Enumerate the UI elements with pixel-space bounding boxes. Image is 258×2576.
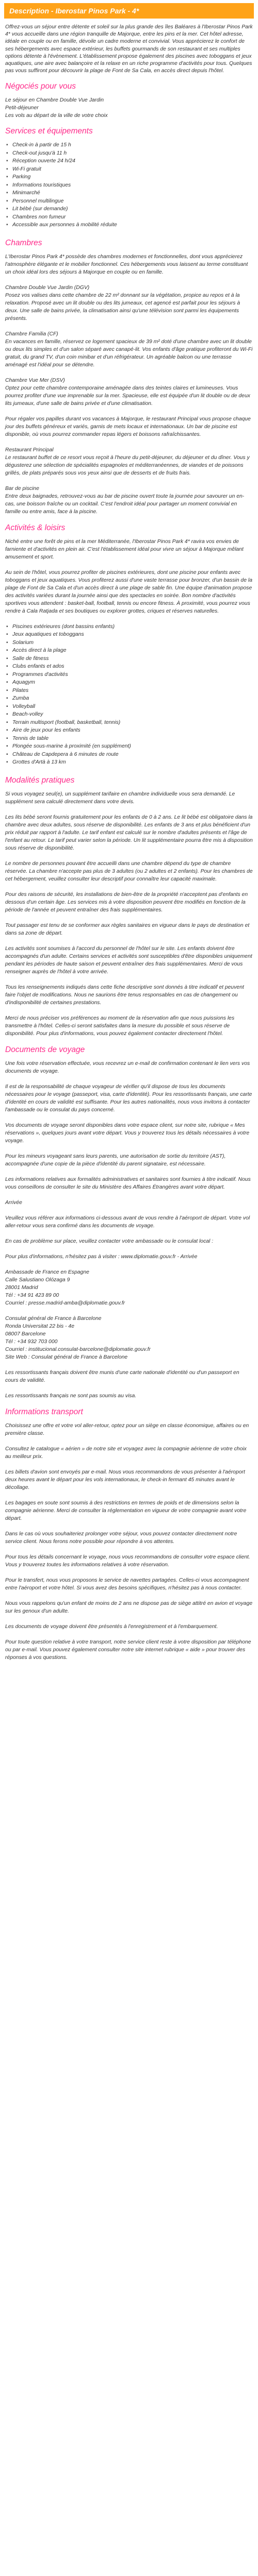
arrival-label: Arrivée: [5, 1199, 22, 1206]
activity-item: [5, 655, 253, 663]
embassy-address: [5, 1268, 253, 1307]
documents-paragraph: Une fois votre réservation effectuée, vous recevrez un e-mail de confirmation contenant le lien vers vos documents de voyage.: [5, 1060, 250, 1074]
activity-item: [5, 694, 253, 703]
documents-paragraph: Les informations relatives aux formalités administratives et sanitaires sont fournies à titre indicatif. Nous vous conseillons de consulter le site du Ministère des Affaires Étrangères avant votre départ.: [5, 1176, 251, 1190]
embassy-line: 28001 Madrid: [5, 1284, 38, 1291]
room-card: [5, 330, 253, 369]
room-card: [5, 284, 253, 323]
consulate-line: Courriel : institucional.consulat-barcelone@diplomatie.gouv.fr: [5, 1346, 151, 1352]
page-title: Description - Iberostar Pinos Park - 4*: [4, 3, 254, 19]
section-heading-rooms: Chambres: [5, 238, 42, 247]
embassy-line: Tél : +34 91 423 89 00: [5, 1292, 59, 1298]
bullet-icon: ▪: [6, 655, 8, 662]
practical-paragraph: Pour des raisons de sécurité, les installations de bien-être de la propriété n'acceptent pas d'enfants en dessous d'un certain âge. Les services mis à votre disposition peuvent être modifiés en fonction de la période de l'année et peuvent entraîner des frais supplémentaires.: [5, 891, 248, 913]
activity-item: [5, 639, 253, 647]
section-heading-practical: Modalités pratiques: [5, 775, 75, 785]
bullet-icon: ▪: [6, 759, 8, 766]
activity-item: [5, 623, 253, 631]
rooms-list: [5, 253, 253, 408]
footnote-visa: Les ressortissants français ne sont pas soumis au visa.: [5, 1393, 137, 1399]
service-item: [5, 197, 253, 206]
activity-item-label: Tennis de table: [12, 735, 49, 741]
service-item: [5, 141, 253, 149]
services-list: [5, 141, 253, 229]
bullet-icon: ▪: [6, 696, 8, 702]
practical-paragraph: Merci de nous préciser vos préférences au moment de la réservation afin que nous puissions les transmettre à l'hôtel. Celles-ci seront satisfaites dans la mesure du possible et sous réserve de disponibilité. Pour plus d'informations, vous pouvez également contacter directement l'hôtel.: [5, 1015, 235, 1037]
content: [0, 19, 258, 1662]
activity-item-label: Pilates: [12, 687, 29, 693]
documents-paragraph: Vos documents de voyage seront disponibles dans votre espace client, sur notre site, rubrique « Mes réservations », quelques jours avant votre départ. Vous y trouverez tous les détails nécessaires à votre voyage.: [5, 1122, 250, 1144]
transport-paragraph: Consultez le catalogue « aérien » de notre site et voyagez avec la compagnie aérienne de votre choix au meilleur prix.: [5, 1446, 247, 1460]
included-line: Petit-déjeuner: [5, 105, 39, 111]
room-card: [5, 377, 253, 408]
restaurant-section: [5, 415, 253, 516]
bullet-icon: ▪: [6, 632, 8, 638]
activity-item-label: Aire de jeux pour les enfants: [12, 727, 80, 734]
pool-bar-title: Bar de piscine: [5, 485, 39, 492]
room-description: Optez pour cette chambre contemporaine aménagée dans des teintes claires et lumineuses. Vous pourrez profiter d'une vue imprenable sur la mer. Spacieuse, elle est équipée d'un lit double ou de deux lits jumeaux, d'une salle de bains privée et d'une climatisation.: [5, 385, 250, 406]
bullet-icon: ▪: [6, 190, 8, 196]
service-item-label: Minimarché: [12, 190, 40, 196]
activity-item: [5, 671, 253, 679]
service-item: [5, 213, 253, 222]
documents-paragraph: Pour les mineurs voyageant sans leurs parents, une autorisation de sortie du territoire (AST), accompagnée d'une copie de la pièce d'identité du parent signataire, est nécessaire.: [5, 1153, 226, 1167]
practical-paragraph: Si vous voyagez seul(e), un supplément tarifaire en chambre individuelle vous sera demandé. Le supplément sera calculé directement dans votre devis.: [5, 791, 235, 805]
bullet-icon: ▪: [6, 680, 8, 686]
transport-paragraph: Pour tous les détails concernant le voyage, nous vous recommandons de consulter votre espace client. Vous y trouverez toutes les informations relatives à votre réservation.: [5, 1554, 250, 1568]
bullet-icon: ▪: [6, 174, 8, 180]
bullet-icon: ▪: [6, 206, 8, 212]
activities-desc: Au sein de l'hôtel, vous pourrez profiter de piscines extérieures, dont une piscine pour enfants avec toboggans et jeux aquatiques. Vous profiterez aussi d'une vaste terrasse pour bronzer, d'un bassin de la plage de Font de Sa Cala et d'un accès direct à une plage de sable fin. Une équipe d'animation propose des activités variées durant la journée ainsi que des spectacles en soirée. Bon nombre d'activités sportives vous attendent : basket-ball, football, tennis ou encore fitness. À proximité, vous pourrez vous rendre à Cala Ratjada et ses boutiques ou explorer grottes, criques et réserves naturelles.: [5, 569, 252, 614]
practical-paragraph: Les lits bébé seront fournis gratuitement pour les enfants de 0 à 2 ans. Le lit bébé est obligatoire dans la chambre avec deux adultes, sous réserve de disponibilité. Les enfants de 3 ans et plus bénéficient d'un prix réduit par rapport à l'adulte. Le tarif enfant est calculé sur le nombre d'adultes présents et l'âge de l'enfant au retour. Le tarif peut varier selon la période. Un lit supplémentaire pourra être mis à disposition sous réserve de disponibilité.: [5, 814, 253, 851]
transport-paragraph: Dans le cas où vous souhaiteriez prolonger votre séjour, vous pouvez contacter directement notre service client. Nous ferons notre possible pour répondre à vos attentes.: [5, 1531, 237, 1545]
documents-notes: [5, 1060, 253, 1191]
restaurant-desc: Le restaurant buffet de ce resort vous reçoit à l'heure du petit-déjeuner, du déjeuner et du dîner. Vous y dégusterez une sélection de spécialités espagnoles et méditerranéennes, de viandes et de poissons grillés, de plats préparés sous vos yeux ainsi que de desserts et de fruits frais.: [5, 454, 250, 476]
bullet-icon: ▪: [6, 743, 8, 750]
transport-notes: [5, 1422, 253, 1662]
service-item: [5, 173, 253, 181]
bullet-icon: ▪: [6, 671, 8, 677]
bullet-icon: ▪: [6, 751, 8, 757]
activity-item-label: Grottes d'Artà à 13 km: [12, 759, 66, 766]
transport-paragraph: Choisissez une offre et votre vol aller-retour, optez pour un siège en classe économique, affaires ou en première classe.: [5, 1422, 249, 1436]
included-line: Les vols au départ de la ville de votre choix: [5, 113, 108, 119]
consulate-line: Tél : +34 932 703 000: [5, 1338, 58, 1345]
bullet-icon: ▪: [6, 727, 8, 734]
service-item: [5, 165, 253, 174]
activity-item: [5, 758, 253, 767]
service-item: [5, 181, 253, 190]
bullet-icon: ▪: [6, 648, 8, 654]
restaurant-title: Restaurant Principal: [5, 447, 54, 453]
activity-item-label: Jeux aquatiques et toboggans: [12, 632, 84, 638]
consulate-title: Consulat général de France à Barcelone: [5, 1315, 102, 1321]
activity-item-label: Plongée sous-marine à proximité (en supplément): [12, 743, 131, 750]
service-item-label: Chambres non fumeur: [12, 214, 66, 220]
activity-item-label: Aquagym: [12, 680, 35, 686]
service-item-label: Parking: [12, 174, 31, 180]
activities-list: [5, 623, 253, 767]
bullet-icon: ▪: [6, 735, 8, 741]
bullet-icon: ▪: [6, 158, 8, 164]
bullet-icon: ▪: [6, 222, 8, 228]
practical-notes: [5, 790, 253, 1038]
consulate-website-link[interactable]: Site Web : Consulat général de France à Barcelone: [5, 1354, 128, 1360]
consulate-line: Ronda Universitat 22 bis - 4e: [5, 1323, 74, 1329]
service-item: [5, 149, 253, 158]
activity-item-label: Beach-volley: [12, 711, 43, 718]
service-item: [5, 189, 253, 197]
service-item: [5, 157, 253, 165]
embassy-title: Ambassade de France en Espagne: [5, 1269, 89, 1275]
transport-paragraph: Nous vous rappelons qu'un enfant de moins de 2 ans ne dispose pas de siège attitré en avion et voyage sur les genoux d'un adulte.: [5, 1600, 253, 1614]
section-heading-services: Services et équipements: [5, 127, 93, 136]
activity-item-label: Zumba: [12, 696, 29, 702]
section-heading-included: Négociés pour vous: [5, 82, 76, 91]
transport-paragraph: Les documents de voyage doivent être présentés à l'enregistrement et à l'embarquement.: [5, 1623, 218, 1630]
embassy-line: Courriel : presse.madrid-amba@diplomatie.gouv.fr: [5, 1300, 125, 1306]
arrival-paragraph: Pour plus d'informations, n'hésitez pas à visiter : www.diplomatie.gouv.fr - Arrivée: [5, 1253, 198, 1260]
bullet-icon: ▪: [6, 623, 8, 630]
intro-text: Offrez-vous un séjour entre détente et soleil sur la plus grande des îles Baléares à l'Iberostar Pinos Park 4* vous accueille dans une région tranquille de Majorque, entre les pins et la mer. Cet hôtel adresse, idéale en couple ou en famille, dévoile un cadre moderne et convivial. Vous apprécierez le confort de ses hébergements avec espace extérieur, les buffets gourmands de son restaurant et ses multiples options détente à l'évènement. L'établissement propose également des piscines avec toboggans et jeux aquatiques, une aire avec balançoire et la relaxe en un riche programme d'activités pour tous. Quelques pas vous suffiront pour découvrir la plage de Font de Sa Cala, en accès direct depuis l'hôtel.: [5, 24, 253, 74]
included-list: [5, 96, 253, 120]
transport-paragraph: Pour toute question relative à votre transport, notre service client reste à votre disposition par téléphone ou par e-mail. Vous pouvez également consulter notre site internet rubrique « aide » pour trouver des réponses à vos questions.: [5, 1639, 251, 1660]
documents-paragraph: Il est de la responsabilité de chaque voyageur de vérifier qu'il dispose de tous les documents nécessaires pour le voyage (passeport, visa, carte d'identité). Pour les ressortissants français, une carte d'identité en cours de validité est suffisante. Pour les autres nationalités, nous vous invitons à contacter l'ambassade ou le consulat du pays concerné.: [5, 1083, 252, 1113]
practical-paragraph: Tout passager est tenu de se conformer aux règles sanitaires en vigueur dans le pays de destination et dans sa zone de départ.: [5, 922, 250, 936]
included-line: Le séjour en Chambre Double Vue Jardin: [5, 97, 104, 104]
activity-item: [5, 687, 253, 695]
activity-item: [5, 751, 253, 759]
activity-item: [5, 663, 253, 671]
activity-item-label: Salle de fitness: [12, 655, 49, 662]
consulate-address: [5, 1315, 253, 1361]
activity-item: [5, 735, 253, 743]
section-heading-activities: Activités & loisirs: [5, 523, 66, 532]
restaurant-intro: Pour régaler vos papilles durant vos vacances à Majorque, le restaurant Principal vous propose chaque jour des buffets généreux et variés, garnis de mets locaux et internationaux. Un bar de piscine est disponible, où vous pourrez commander repas légers et boissons rafraîchissantes.: [5, 416, 251, 437]
activity-item-label: Château de Capdepera à 6 minutes de route: [12, 751, 119, 757]
service-item: [5, 205, 253, 213]
practical-paragraph: Tous les renseignements indiqués dans cette fiche descriptive sont donnés à titre indicatif et peuvent faire l'objet de modifications. Nous ne saurions être tenus responsables en cas de changement ou d'indisponibilité de certaines prestations.: [5, 984, 244, 1006]
activity-item-label: Volleyball: [12, 703, 36, 709]
service-item: [5, 221, 253, 229]
activities-intro: Niché entre une forêt de pins et la mer Méditerranée, l'Iberostar Pinos Park 4* ravira vos envies de farniente et d'activités en plein air. C'est l'établissement idéal pour vivre un séjour à Majorque mêlant amusement et sport.: [5, 538, 244, 560]
activity-item-label: Terrain multisport (football, basketball, tennis): [12, 719, 121, 725]
bullet-icon: ▪: [6, 150, 8, 156]
activity-item: [5, 703, 253, 711]
room-name: Chambre Familia (CF): [5, 331, 58, 337]
room-name: Chambre Double Vue Jardin (DGV): [5, 284, 90, 291]
transport-paragraph: Les billets d'avion sont envoyés par e-mail. Nous vous recommandons de vous présenter à l'aéroport deux heures avant le départ pour les vols internationaux, le check-in fermant 45 minutes avant le décollage.: [5, 1469, 245, 1490]
service-item-label: Check-out jusqu'à 11 h: [12, 150, 67, 156]
transport-paragraph: Les bagages en soute sont soumis à des restrictions en termes de poids et de dimensions selon la compagnie aérienne. Merci de consulter la réglementation en vigueur de votre compagnie avant votre départ.: [5, 1500, 247, 1521]
activity-item-label: Clubs enfants et ados: [12, 664, 64, 670]
activity-item: [5, 710, 253, 719]
practical-paragraph: Les activités sont soumises à l'accord du personnel de l'hôtel sur le site. Les enfants doivent être accompagnés d'un adulte. Certains services et activités sont susceptibles d'être disponibles uniquement pendant les périodes de haute saison et peuvent entraîner des frais supplémentaires. Merci de vous renseigner auprès de l'hôtel à votre arrivée.: [5, 945, 252, 975]
service-item-label: Personnel multilingue: [12, 198, 64, 204]
section-heading-documents: Documents de voyage: [5, 1045, 85, 1054]
service-item-label: Lit bébé (sur demande): [12, 206, 68, 212]
practical-paragraph: Le nombre de personnes pouvant être accueilli dans une chambre dépend du type de chambre réservée. La chambre n'accepte pas plus de 3 adultes (ou 2 adultes et 2 enfants). Pour les chambres de cet hébergement, veuillez consulter leur descriptif pour connaître leur capacité maximale.: [5, 860, 253, 882]
arrival-paragraph: Veuillez vous référer aux informations ci-dessous avant de vous rendre à l'aéroport de départ. Votre vol aller-retour vous sera confirmé dans les documents de voyage.: [5, 1215, 250, 1229]
room-description: En vacances en famille, réservez ce logement spacieux de 39 m² doté d'une chambre avec un lit double ou deux lits simples et d'un salon séparé avec canapé-lit. Vos enfants d'âge pratique profiteront du Wi-Fi gratuit, du grand TV, d'un coin minibar et d'un réfrigérateur. Un agréable balcon ou une terrasse aménagé est l'idéal pour se détendre.: [5, 338, 253, 368]
service-item-label: Accessible aux personnes à mobilité réduite: [12, 222, 117, 228]
bullet-icon: ▪: [6, 182, 8, 188]
arrival-notes: [5, 1214, 253, 1261]
transport-paragraph: Pour le transfert, nous vous proposons le service de navettes partagées. Celles-ci vous accompagnent entre l'aéroport et votre hôtel. Si vous avez des besoins spécifiques, n'hésitez pas à nous contacter.: [5, 1577, 249, 1591]
activity-item: [5, 719, 253, 727]
activity-item: [5, 742, 253, 751]
activity-item-label: Accès direct à la plage: [12, 648, 67, 654]
consulate-line: 08007 Barcelone: [5, 1331, 46, 1337]
bullet-icon: ▪: [6, 214, 8, 220]
service-item-label: Réception ouverte 24 h/24: [12, 158, 75, 164]
activity-item: [5, 679, 253, 687]
service-item-label: Check-in à partir de 15 h: [12, 142, 71, 148]
activity-item: [5, 647, 253, 655]
activity-item: [5, 726, 253, 735]
section-heading-transport: Informations transport: [5, 1407, 83, 1416]
room-description: Posez vos valises dans cette chambre de 22 m² donnant sur la végétation, propice au repos et à la relaxation. Proposé avec un lit double ou des lits jumeaux, cet agencé est parfait pour les séjours à deux. Une salle de bains privée, la climatisation ainsi qu'une télévision sont parmi les équipements présents.: [5, 292, 240, 321]
room-card: [5, 253, 253, 276]
pool-bar-desc: Entre deux baignades, retrouvez-vous au bar de piscine ouvert toute la journée pour savourer un en-cas, une boisson fraîche ou un cocktail. C'est l'endroit idéal pour partager un moment convivial en famille ou entre amis, face à la piscine.: [5, 493, 245, 515]
activity-item-label: Piscines extérieures (dont bassins enfants): [12, 623, 115, 630]
bullet-icon: ▪: [6, 711, 8, 718]
room-description: L'Iberostar Pinos Park 4* possède des chambres modernes et fonctionnelles, dont vous apprécierez l'atmosphère élégante et le mobilier fonctionnel. Ces hébergements vous laissent au terme constituant un choix idéal lors des séjours à Majorque en couple ou en famille.: [5, 253, 248, 275]
arrival-paragraph: En cas de problème sur place, veuillez contacter votre ambassade ou le consulat local :: [5, 1238, 214, 1244]
activity-item-label: Solarium: [12, 639, 34, 646]
bullet-icon: ▪: [6, 166, 8, 172]
service-item-label: Wi-Fi gratuit: [12, 166, 41, 172]
bullet-icon: ▪: [6, 639, 8, 646]
activity-item-label: Programmes d'activités: [12, 671, 68, 677]
bullet-icon: ▪: [6, 687, 8, 693]
bullet-icon: ▪: [6, 142, 8, 148]
bullet-icon: ▪: [6, 198, 8, 204]
footnote-id: Les ressortissants français doivent être munis d'une carte nationale d'identité ou d'un passeport en cours de validité.: [5, 1369, 239, 1383]
service-item-label: Informations touristiques: [12, 182, 71, 188]
room-name: Chambre Vue Mer (DSV): [5, 377, 65, 383]
bullet-icon: ▪: [6, 719, 8, 725]
bullet-icon: ▪: [6, 703, 8, 709]
embassy-line: Calle Salustiano Olózaga 9: [5, 1277, 70, 1283]
activity-item: [5, 631, 253, 639]
bullet-icon: ▪: [6, 664, 8, 670]
